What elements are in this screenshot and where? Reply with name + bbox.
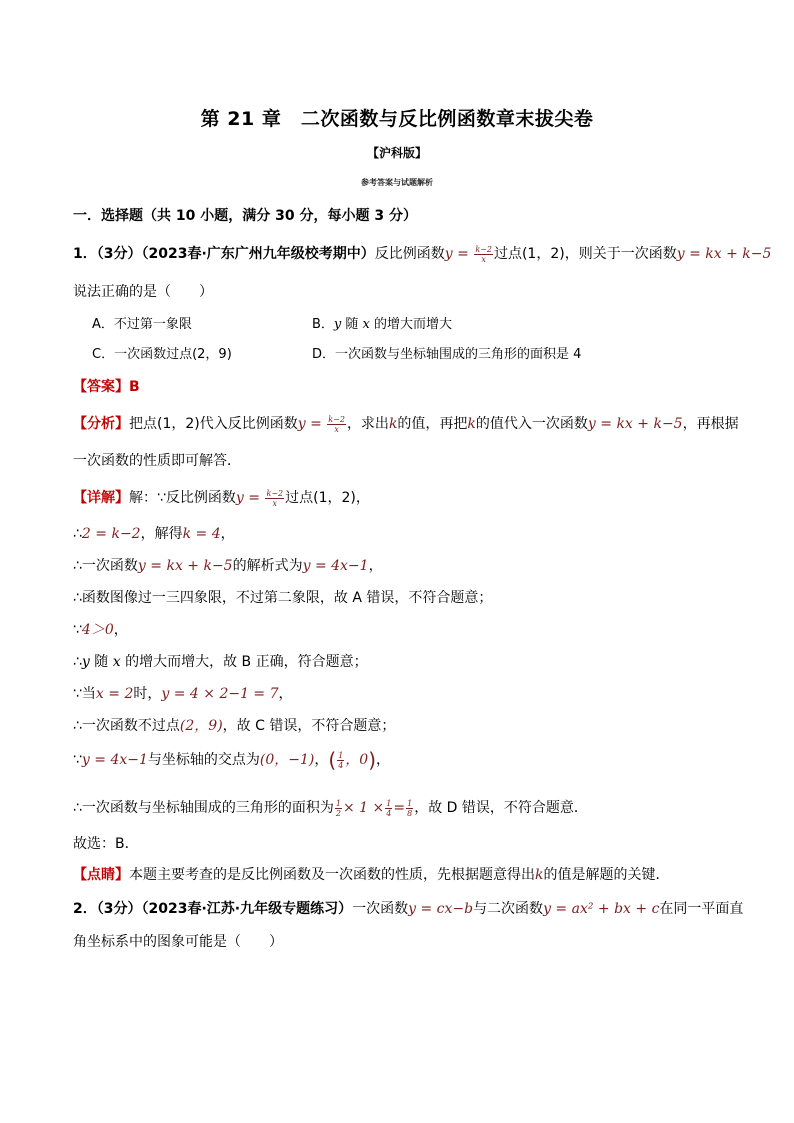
q2-source: （2023春·江苏·九年级专题练习）: [141, 901, 353, 917]
analysis-label: 【分析】: [73, 416, 129, 432]
choice-line: 故选：B．: [73, 836, 139, 852]
step-1: ∴2 = k−2，解得k = 4，: [73, 526, 235, 542]
comment-label: 【点睛】: [73, 867, 129, 883]
edition-label: 【沪科版】: [366, 146, 427, 160]
step-9: ∴一次函数与坐标轴围成的三角形的面积为 $\frac{1}{2}$ × 1 × $\frac{1}{4}$ = $\frac{1}{8}$ ，故 D 错误，不符合题意．: [73, 798, 588, 818]
analysis-line1: 【分析】把点(1，2)代入反比例函数y = $\frac{k-2}{x}$ ，求出k的值，再把k的值代入一次函数y = kx + k−5，再根据: [73, 414, 739, 434]
q1-func: y =: [444, 246, 474, 262]
detail-label: 【详解】: [73, 490, 129, 506]
step-6: ∵当x = 2时，y = 4 × 2−1 = 7，: [73, 686, 293, 702]
analysis-line2: 一次函数的性质即可解答．: [73, 453, 241, 469]
q1-stem-line1: [73, 244, 771, 264]
q1-source: （2023春·广东广州九年级校考期中）: [141, 246, 375, 262]
answer-value: B: [129, 379, 140, 395]
step-3: ∴函数图像过一三四象限，不过第二象限，故 A 错误，不符合题意；: [73, 590, 493, 606]
option-b: B．y 随 x 的增大而增大: [312, 317, 453, 332]
q1-linear: y = kx + k−5: [676, 246, 772, 262]
section-heading: 一．选择题（共 10 小题，满分 30 分，每小题 3 分）: [73, 208, 417, 224]
answer-line: [73, 377, 140, 397]
option-c: C．一次函数过点(2，9): [92, 347, 232, 362]
caption-label: 参考答案与试题解析: [361, 178, 433, 187]
q1-fraction: $\frac{k-2}{x}$: [475, 244, 492, 264]
step-8: ∵y = 4x−1与坐标轴的交点为(0，−1)，( $\frac{1}{4}$ ，0)，: [73, 748, 391, 772]
q2-stem-line2: 角坐标系中的图象可能是（ ）: [73, 934, 283, 950]
option-a: A．不过第一象限: [92, 317, 192, 332]
q2-number: 2．（3分）: [73, 901, 142, 917]
q1-stem-text2: 过点(1，2)，则关于一次函数: [493, 246, 677, 262]
option-d: D．一次函数与坐标轴围成的三角形的面积是 4: [312, 347, 582, 362]
page-title: 第 21 章 二次函数与反比例函数章末拔尖卷: [200, 108, 594, 130]
comment-line: 【点睛】本题主要考查的是反比例函数及一次函数的性质，先根据题意得出k的值是解题的关键．: [73, 867, 670, 883]
step-2: ∴一次函数y = kx + k−5的解析式为y = 4x−1，: [73, 558, 383, 574]
step-7: ∴一次函数不过点(2，9)，故 C 错误，不符合题意；: [73, 718, 396, 734]
answer-label: 【答案】: [73, 379, 129, 395]
step-5: ∴y 随 x 的增大而增大，故 B 正确，符合题意；: [73, 654, 368, 670]
step-4: ∵4＞0，: [73, 622, 128, 638]
q2-stem-line1: 2．（3分）（2023春·江苏·九年级专题练习）一次函数y = cx−b与二次函数y = ax² + bx + c在同一平面直: [73, 901, 744, 917]
q1-number: 1．（3分）: [73, 246, 142, 262]
q1-stem-line2: 说法正确的是（ ）: [73, 284, 213, 300]
q1-stem-text: 反比例函数: [374, 246, 445, 262]
detail-line: 【详解】解：∵反比例函数y = $\frac{k-2}{x}$ 过点(1，2)，: [73, 488, 370, 508]
